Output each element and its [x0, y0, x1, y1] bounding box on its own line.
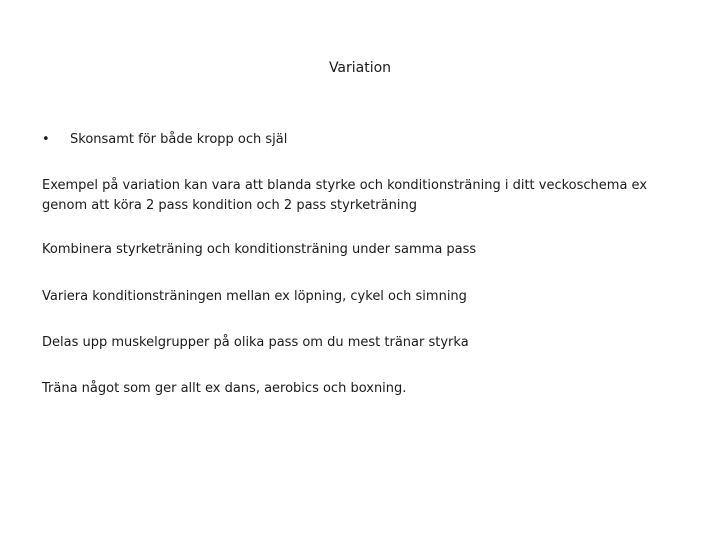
- paragraph-combine-training: Kombinera styrketräning och konditionsträning under samma pass: [42, 242, 477, 257]
- paragraph-variation-example: Exempel på variation kan vara att blanda styrke och konditionsträning i ditt veckoschema ex genom att köra 2 pass kondition och 2 pass styrketräning: [42, 178, 648, 213]
- paragraph-vary-cardio: Variera konditionsträningen mellan ex löpning, cykel och simning: [42, 289, 467, 304]
- slide-title: Variation: [328, 60, 392, 76]
- bullet-icon: •: [42, 132, 50, 147]
- paragraph-full-body-activities: Träna något som ger allt ex dans, aerobics och boxning.: [42, 381, 407, 396]
- bullet-text: Skonsamt för både kropp och själ: [70, 132, 288, 147]
- paragraph-split-muscle-groups: Delas upp muskelgrupper på olika pass om du mest tränar styrka: [42, 335, 469, 350]
- bullet-item: [42, 130, 287, 150]
